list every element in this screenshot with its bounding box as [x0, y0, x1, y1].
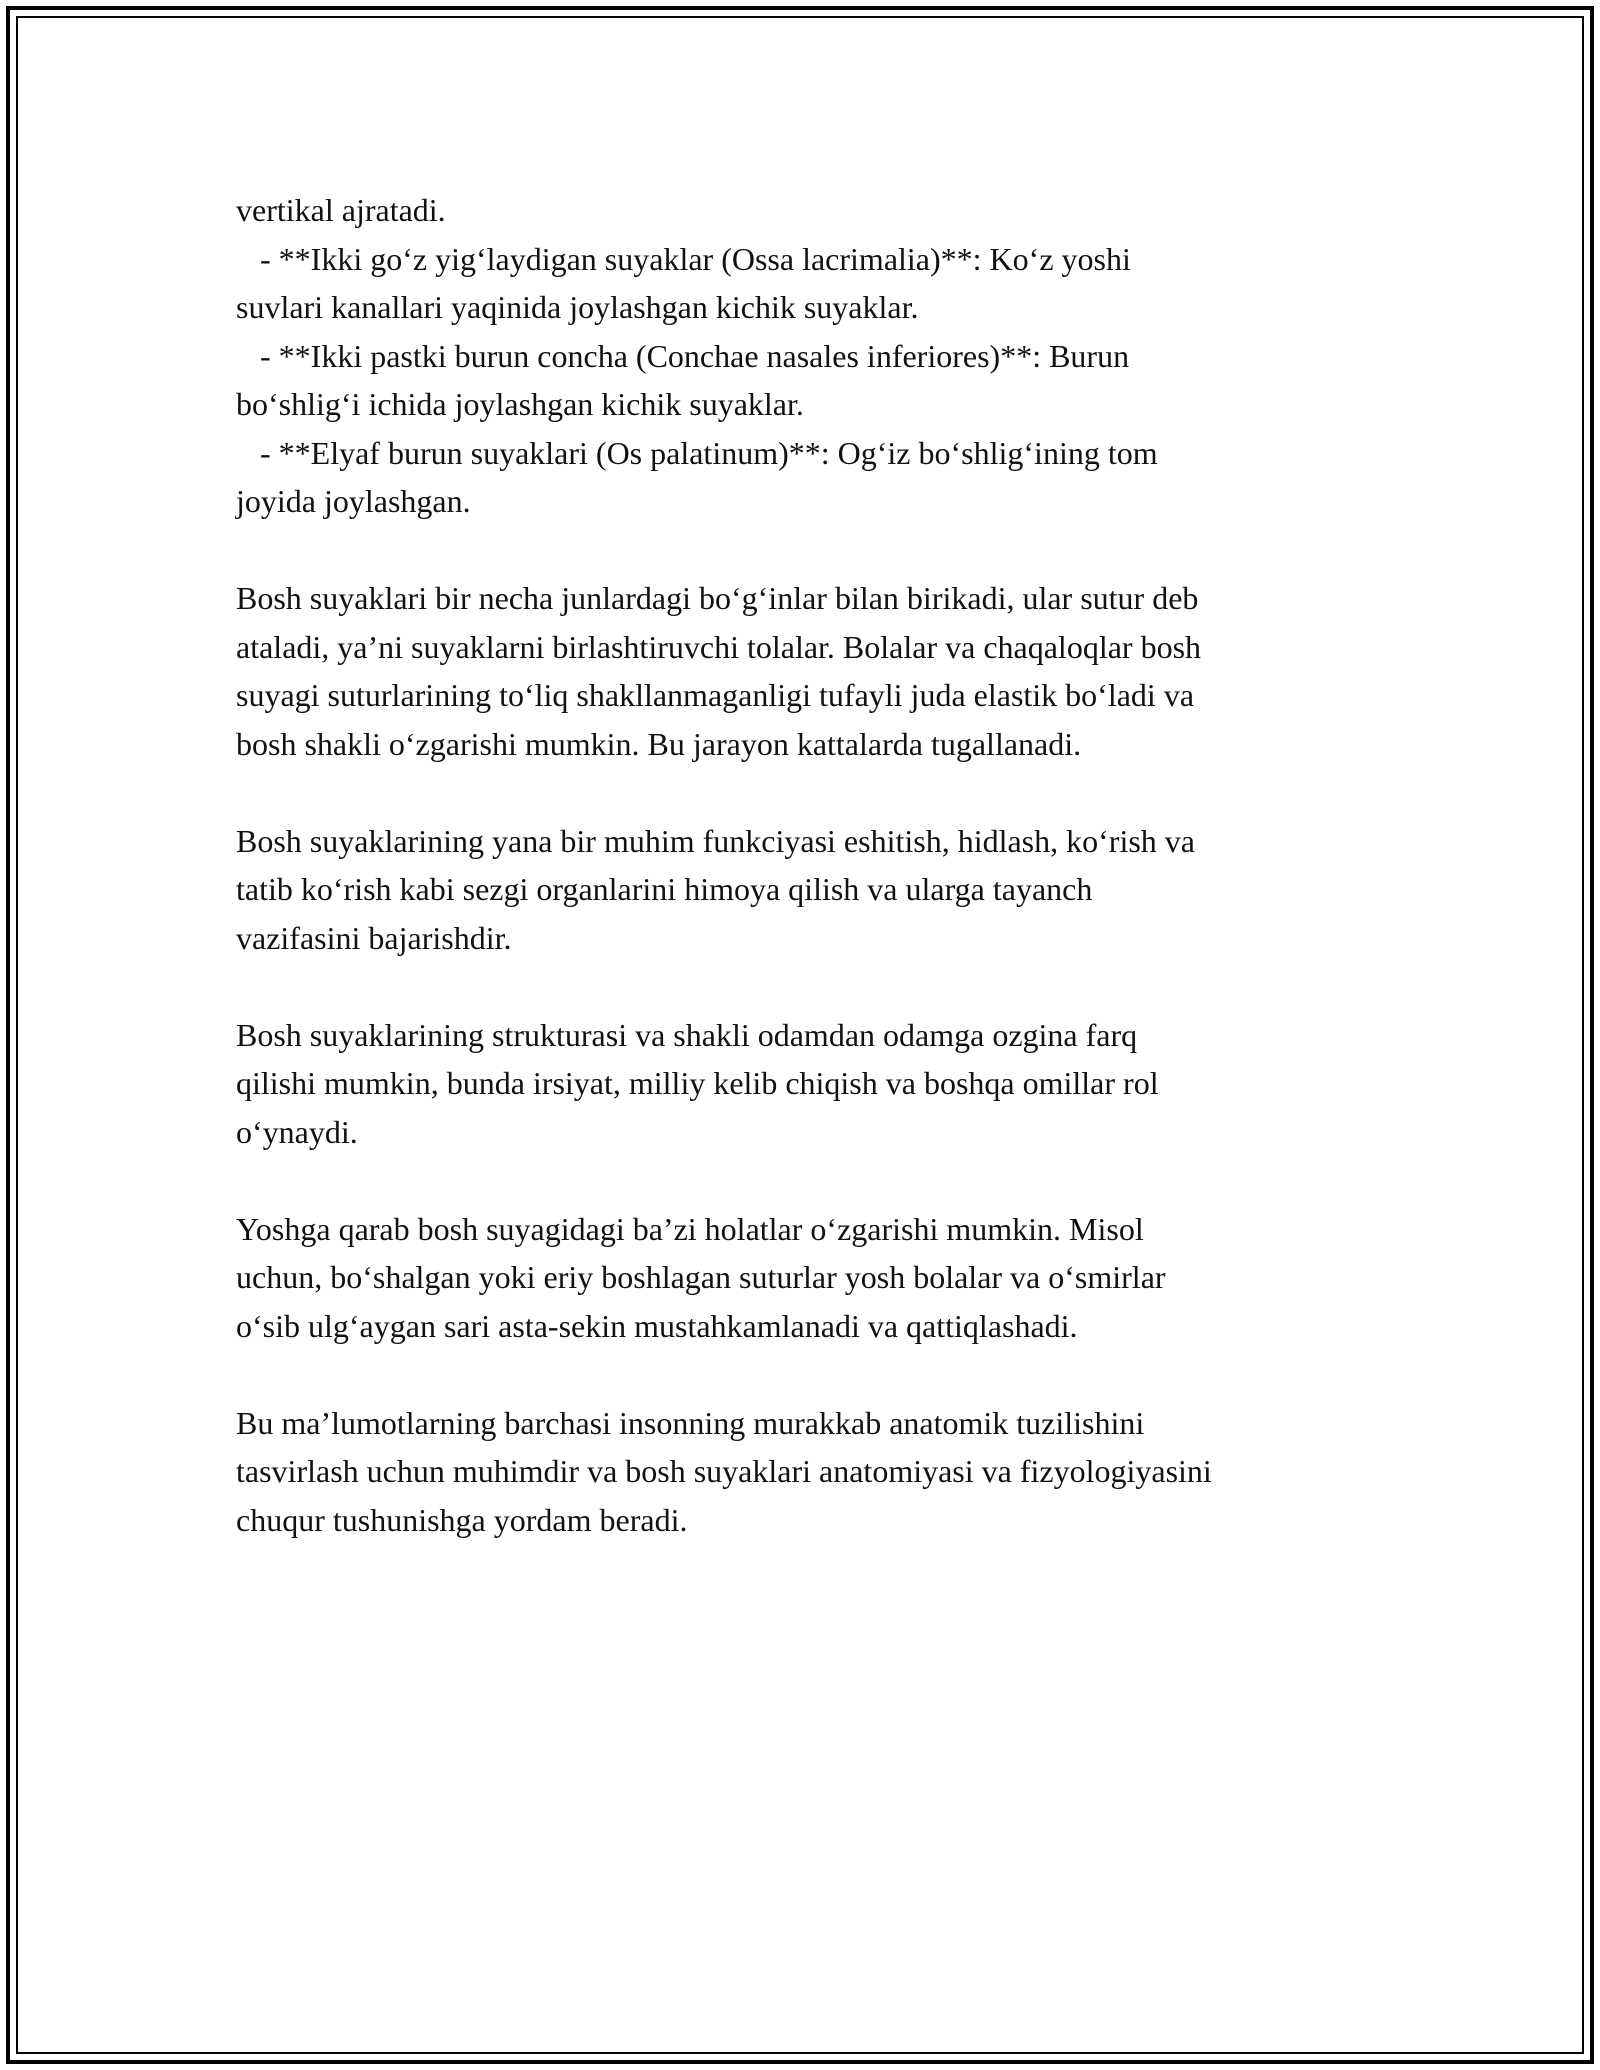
paragraph-line: Bu ma’lumotlarning barchasi insonning murakkab anatomik tuzilishini — [236, 1404, 1145, 1441]
list-item-1-first-line: - **Ikki go‘z yig‘laydigan suyaklar (Ossa lacrimalia)**: Ko‘z yoshi — [260, 240, 1131, 277]
paragraph-line: vazifasini bajarishdir. — [236, 919, 512, 956]
paragraph-line: ataladi, ya’ni suyaklarni birlashtiruvchi tolalar. Bolalar va chaqaloqlar bosh — [236, 628, 1202, 665]
document-body — [236, 186, 1376, 1593]
paragraph-line: Bosh suyaklari bir necha junlardagi bo‘g‘inlar bilan birikadi, ular sutur deb — [236, 580, 1199, 616]
paragraph-senses — [236, 817, 1376, 963]
paragraph-variation — [236, 1011, 1376, 1157]
paragraph-line: Bosh suyaklarining yana bir muhim funkciyasi eshitish, hidlash, ko‘rish va — [236, 822, 1195, 859]
paragraph-line: o‘ynaydi. — [236, 1113, 358, 1150]
list-item-2-continuation: bo‘shlig‘i ichida joylashgan kichik suyaklar. — [236, 386, 804, 422]
paragraph-line: tasvirlash uchun muhimdir va bosh suyaklari anatomiyasi va fizyologiyasini — [236, 1453, 1212, 1489]
paragraph-line: qilishi mumkin, bunda irsiyat, milliy kelib chiqish va boshqa omillar rol — [236, 1065, 1159, 1101]
paragraph-line: uchun, bo‘shalgan yoki eriy boshlagan suturlar yosh bolalar va o‘smirlar — [236, 1259, 1166, 1295]
paragraph-line: tatib ko‘rish kabi sezgi organlarini himoya qilish va ularga tayanch — [236, 871, 1093, 907]
list-item-2-first-line: - **Ikki pastki burun concha (Conchae nasales inferiores)**: Burun — [260, 337, 1130, 374]
paragraph-conclusion — [236, 1399, 1376, 1545]
paragraph-line: chuqur tushunishga yordam beradi. — [236, 1501, 688, 1538]
list-item-3-first-line: - **Elyaf burun suyaklari (Os palatinum)**: Og‘iz bo‘shlig‘ining tom — [260, 434, 1158, 471]
paragraph-line: Bosh suyaklarining strukturasi va shakli odamdan odamga ozgina farq — [236, 1016, 1138, 1053]
list-block — [236, 186, 1376, 526]
list-item-3-continuation: joyida joylashgan. — [236, 483, 471, 519]
paragraph-sutures — [236, 574, 1376, 768]
list-item-1-continuation: suvlari kanallari yaqinida joylashgan kichik suyaklar. — [236, 289, 919, 325]
paragraph-age-changes — [236, 1205, 1376, 1351]
paragraph-line: bosh shakli o‘zgarishi mumkin. Bu jarayon kattalarda tugallanadi. — [236, 725, 1082, 762]
paragraph-line: o‘sib ulg‘aygan sari asta-sekin mustahkamlanadi va qattiqlashadi. — [236, 1307, 1078, 1344]
paragraph-line: Yoshga qarab bosh suyagidagi ba’zi holatlar o‘zgarishi mumkin. Misol — [236, 1210, 1144, 1247]
lead-line: vertikal ajratadi. — [236, 192, 446, 228]
paragraph-line: suyagi suturlarining to‘liq shakllanmaganligi tufayli juda elastik bo‘ladi va — [236, 677, 1195, 713]
